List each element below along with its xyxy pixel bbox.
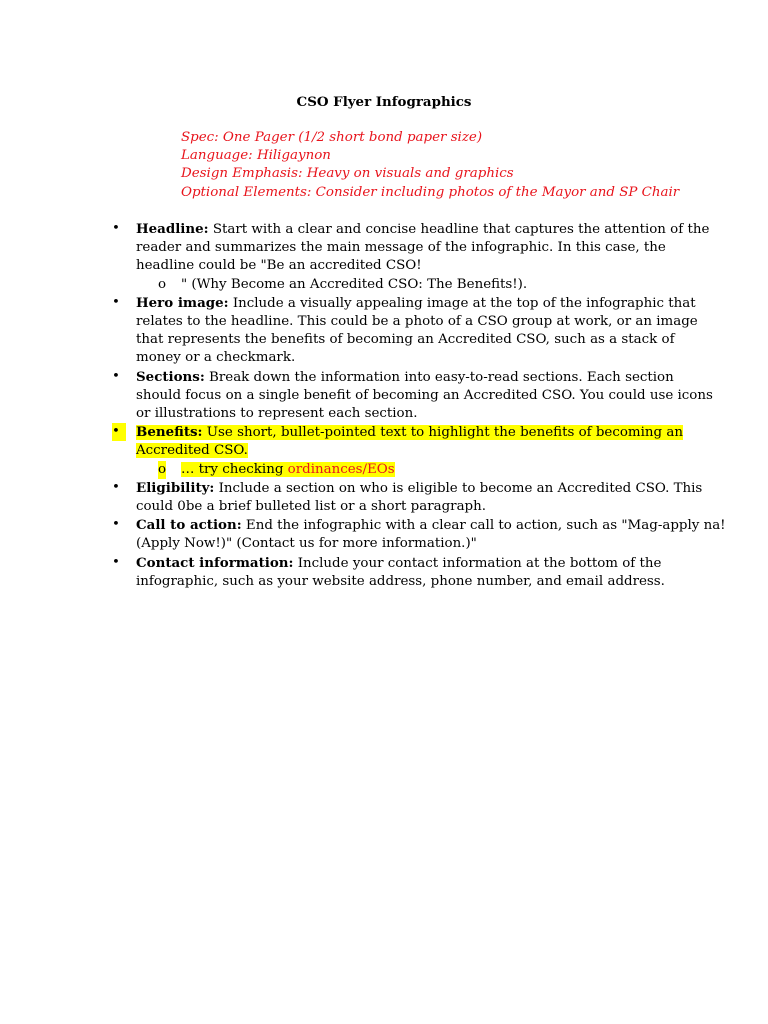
item-label: Contact information: — [136, 554, 294, 571]
item-label: Benefits: — [136, 424, 203, 441]
item-text: (Apply Now!)" (Contact us for more information.)" — [136, 536, 477, 552]
item-label: Sections: — [136, 368, 205, 385]
spec-line-language: Language: Hiligaynon — [181, 148, 331, 164]
bullet-icon: • — [112, 294, 120, 310]
item-text: Include a visually appealing image at the top of the infographic that — [228, 295, 696, 311]
item-text: money or a checkmark. — [136, 350, 296, 366]
item-label: Headline: — [136, 221, 209, 237]
spec-line-design: Design Emphasis: Heavy on visuals and graphics — [181, 166, 514, 182]
item-text: Accredited CSO. — [136, 443, 248, 459]
item-text: relates to the headline. This could be a photo of a CSO group at work, or an image — [136, 314, 698, 330]
item-text: Include your contact information at the bottom of the — [293, 555, 662, 571]
item-text: End the infographic with a clear call to action, such as "Mag-apply na! — [241, 518, 726, 534]
bullet-icon: • — [112, 479, 120, 495]
sub-bullet-icon: o — [158, 461, 166, 479]
item-text: Start with a clear and concise headline that captures the attention of the — [208, 222, 710, 237]
item-text: or illustrations to represent each section. — [136, 406, 418, 422]
item-text: reader and summarizes the main message of the infographic. In this case, the — [136, 240, 666, 256]
sub-item-headline — [0, 276, 768, 294]
item-label: Eligibility: — [136, 479, 215, 496]
item-text: headline could be "Be an accredited CSO! — [136, 258, 422, 274]
sub-item-benefits — [0, 461, 768, 479]
document-title: CSO Flyer Infographics — [296, 94, 472, 110]
bullet-icon: • — [112, 221, 120, 236]
guideline-list — [0, 220, 768, 591]
item-text: could 0be a brief bulleted list or a short paragraph. — [136, 499, 487, 515]
list-item-benefits — [0, 423, 768, 460]
item-text: should focus on a single benefit of becoming an Accredited CSO. You could use icons — [136, 387, 713, 403]
list-item-sections — [0, 368, 768, 424]
sub-bullet-icon: o — [158, 276, 167, 292]
item-text: Use short, bullet-pointed text to highlight the benefits of becoming an — [202, 425, 683, 441]
item-text: Break down the information into easy-to-read sections. Each section — [204, 369, 674, 385]
item-label: Call to action: — [136, 517, 242, 534]
item-text: Include a section on who is eligible to become an Accredited CSO. This — [214, 480, 703, 496]
spec-line-size: Spec: One Pager (1/2 short bond paper size) — [181, 130, 483, 145]
bullet-icon: • — [112, 554, 120, 570]
bullet-icon: • — [112, 517, 120, 533]
list-item-call-to-action — [0, 516, 768, 553]
bullet-icon: • — [112, 423, 126, 441]
list-item-hero-image — [0, 294, 768, 368]
item-label: Hero image: — [136, 294, 229, 311]
item-text: infographic, such as your website address, phone number, and email address. — [136, 573, 665, 589]
sub-item-red-text: ordinances/EOs — [287, 461, 395, 477]
list-item-eligibility — [0, 479, 768, 516]
bullet-icon: • — [112, 368, 120, 384]
list-item-headline — [0, 220, 768, 276]
spec-notes — [181, 129, 741, 202]
spec-line-optional: Optional Elements: Consider including photos of the Mayor and SP Chair — [181, 184, 680, 200]
list-item-contact-information — [0, 554, 768, 591]
sub-item-text: " (Why Become an Accredited CSO: The Benefits!). — [181, 276, 528, 292]
item-text: that represents the benefits of becoming an Accredited CSO, such as a stack of — [136, 332, 675, 348]
sub-item-text: … try checking — [181, 461, 288, 477]
